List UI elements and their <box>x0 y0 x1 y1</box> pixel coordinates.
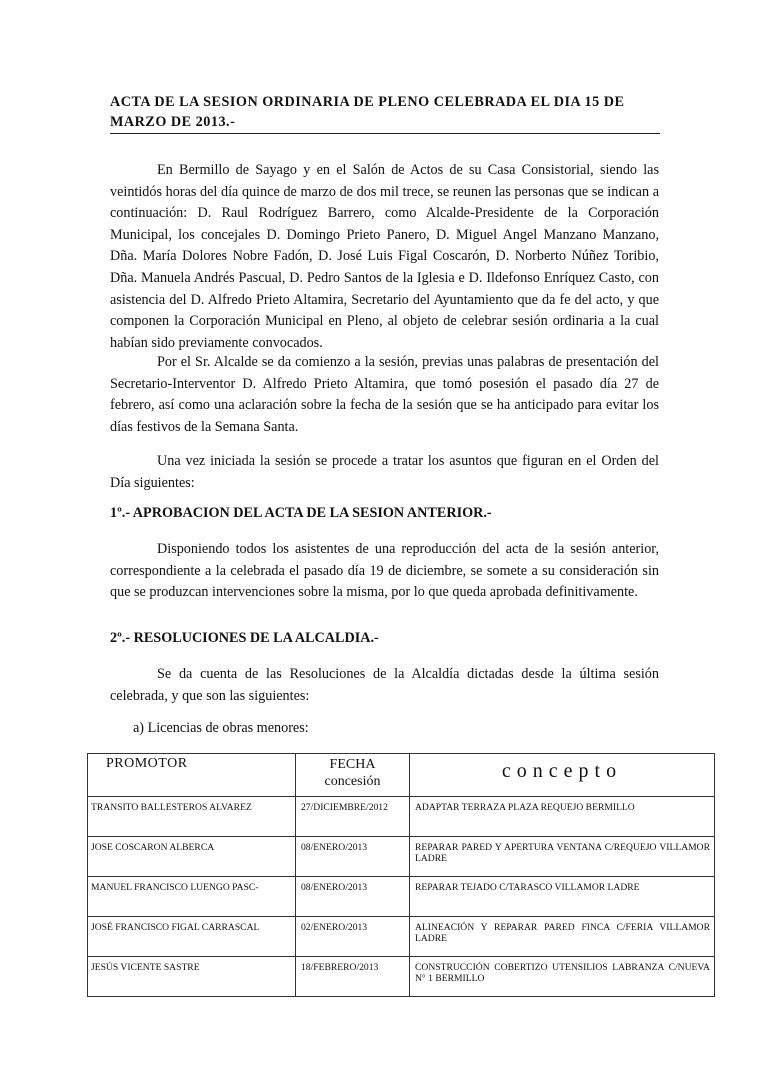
cell-promotor: JOSÉ FRANCISCO FIGAL CARRASCAL <box>88 917 296 957</box>
subitem-licencias: a) Licencias de obras menores: <box>133 720 309 736</box>
cell-concepto: ALINEACIÓN Y REPARAR PARED FINCA C/FERIA VILLAMOR LADRE <box>410 917 715 957</box>
cell-promotor: JESÚS VICENTE SASTRE <box>88 957 296 997</box>
table-row <box>88 957 715 997</box>
cell-fecha: 08/ENERO/2013 <box>296 837 410 877</box>
header-fecha-line2: concesión <box>324 774 381 789</box>
document-title: ACTA DE LA SESION ORDINARIA DE PLENO CELEBRADA EL DIA 15 DE MARZO DE 2013.- <box>110 92 660 134</box>
table-row <box>88 917 715 957</box>
header-fecha <box>296 754 410 797</box>
header-concepto: concepto <box>410 754 715 797</box>
table-header-row <box>88 754 715 797</box>
section-1-text: Disponiendo todos los asistentes de una reproducción del acta de la sesión anterior, correspondiente a la celebrada el pasado día 19 de diciembre, se somete a su consideración sin que se produzcan intervenciones sobre la misma, por lo que queda aprobada definitivamente. <box>110 541 659 601</box>
cell-fecha: 18/FEBRERO/2013 <box>296 957 410 997</box>
cell-promotor: TRANSITO BALLESTEROS ALVAREZ <box>88 797 296 837</box>
cell-fecha: 08/ENERO/2013 <box>296 877 410 917</box>
cell-fecha: 02/ENERO/2013 <box>296 917 410 957</box>
section-2-text: Se da cuenta de las Resoluciones de la Alcaldía dictadas desde la última sesión celebrada, y que son las siguientes: <box>110 666 659 704</box>
section-2-heading: 2º.- RESOLUCIONES DE LA ALCALDIA.- <box>110 630 379 646</box>
paragraph-agenda: Una vez iniciada la sesión se procede a tratar los asuntos que figuran en el Orden del Día siguientes: <box>110 453 659 491</box>
cell-promotor: MANUEL FRANCISCO LUENGO PASC- <box>88 877 296 917</box>
cell-concepto: ADAPTAR TERRAZA PLAZA REQUEJO BERMILLO <box>410 797 715 837</box>
licencias-table <box>87 753 715 997</box>
table-row <box>88 877 715 917</box>
table-row <box>88 837 715 877</box>
cell-fecha: 27/DICIEMBRE/2012 <box>296 797 410 837</box>
table-row <box>88 797 715 837</box>
cell-concepto: CONSTRUCCIÓN COBERTIZO UTENSILIOS LABRANZA C/NUEVA N° 1 BERMILLO <box>410 957 715 997</box>
header-promotor: PROMOTOR <box>88 754 296 797</box>
cell-concepto: REPARAR TEJADO C/TARASCO VILLAMOR LADRE <box>410 877 715 917</box>
paragraph-opening: Por el Sr. Alcalde se da comienzo a la sesión, previas unas palabras de presentación del Secretario-Interventor D. Alfredo Prieto Altamira, que tomó posesión el pasado día 27 de febrero, así como una aclaración sobre la fecha de la sesión que se ha anticipado para evitar los días festivos de la Semana Santa. <box>110 354 659 435</box>
cell-promotor: JOSE COSCARON ALBERCA <box>88 837 296 877</box>
cell-concepto: REPARAR PARED Y APERTURA VENTANA C/REQUEJO VILLAMOR LADRE <box>410 837 715 877</box>
paragraph-attendees: En Bermillo de Sayago y en el Salón de Actos de su Casa Consistorial, siendo las veintidós horas del día quince de marzo de dos mil trece, se reunen las personas que se indican a continuación: D. Raul Rodríguez Barrero, como Alcalde-Presidente de la Corporación Municipal, los concejales D. Domingo Prieto Panero, D. Miguel Angel Manzano Manzano, Dña. María Dolores Nobre Fadón, D. José Luis Figal Coscarón, D. Norberto Núñez Toribio, Dña. Manuela Andrés Pascual, D. Pedro Santos de la Iglesia e D. Ildefonso Enríquez Casto, con asistencia del D. Alfredo Prieto Altamira, Secretario del Ayuntamiento que da fe del acto, y que componen la Corporación Municipal en Pleno, al objeto de celebrar sesión ordinaria a la cual habían sido previamente convocados. <box>110 162 659 351</box>
section-1-heading: 1º.- APROBACION DEL ACTA DE LA SESION ANTERIOR.- <box>110 505 492 521</box>
header-fecha-line1: FECHA <box>329 757 376 772</box>
